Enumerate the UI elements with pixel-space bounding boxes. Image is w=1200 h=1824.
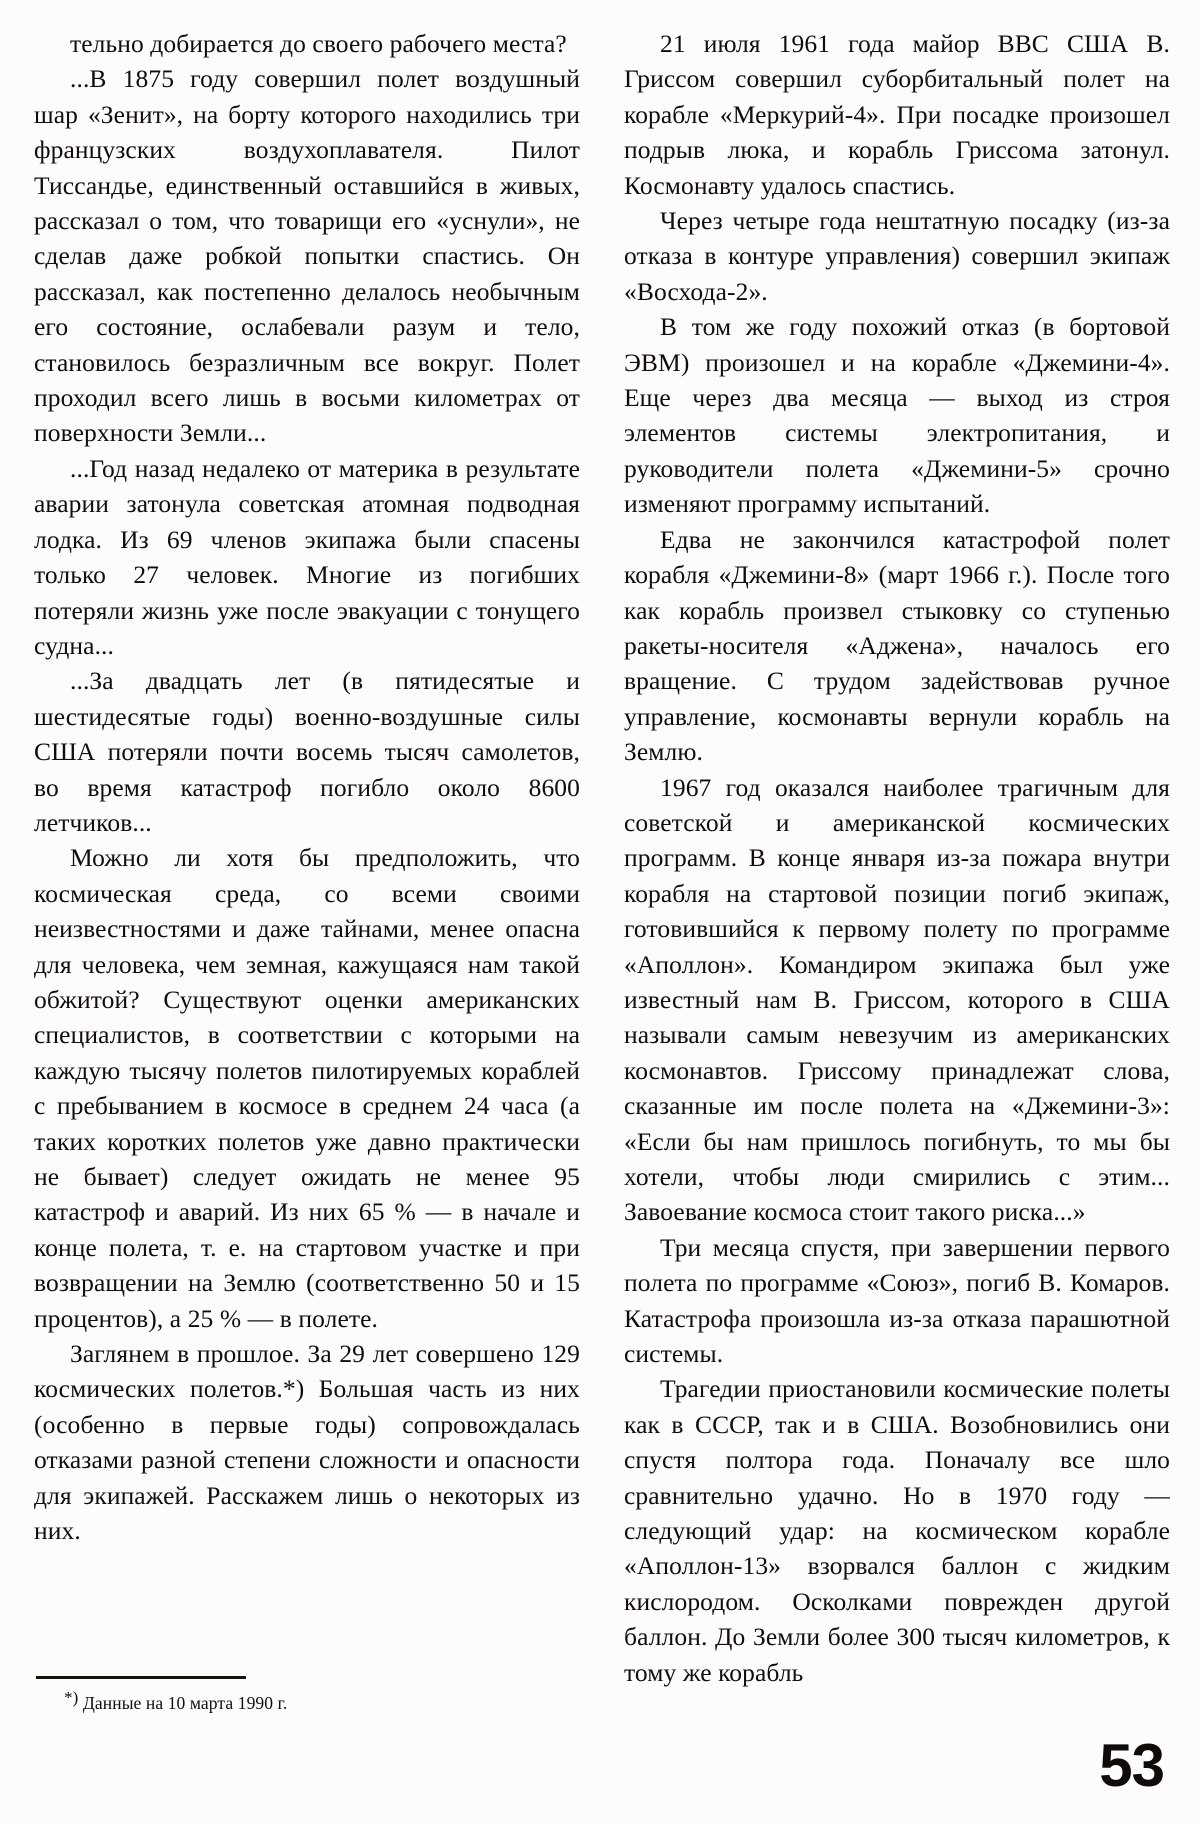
paragraph: Заглянем в прошлое. За 29 лет совершено 129 космических полетов.*) Большая часть из них (особенно в первые годы) сопровождалась отказами разной степени сложности и опасности для экипажей. Расскажем лишь о некоторых из них.	[34, 1339, 580, 1546]
right-column	[624, 26, 1170, 1716]
page-number: 53	[1099, 1732, 1164, 1799]
footnote-text: Данные на 10 марта 1990 г.	[82, 1693, 288, 1713]
paragraph: ...Год назад недалеко от материка в результате аварии затонула советская атомная подводная лодка. Из 69 членов экипажа были спасены только 27 человек. Многие из погибших потеряли жизнь уже после эвакуации с тонущего судна...	[34, 453, 580, 660]
footnote-marker: *)	[64, 1688, 79, 1707]
paragraph: Едва не закончился катастрофой полет корабля «Джемини-8» (март 1966 г.). После того как корабль произвел стыковку со ступенью ракеты-носителя «Аджена», началось его вращение. С трудом задействовав ручное управление, космонавты вернули корабль на Землю.	[624, 524, 1170, 767]
paragraph: Три месяца спустя, при завершении первого полета по программе «Союз», погиб В. Комаров. Катастрофа произошла из-за отказа парашютной системы.	[624, 1232, 1170, 1369]
two-column-body	[34, 26, 1170, 1716]
paragraph: ...В 1875 году совершил полет воздушный шар «Зенит», на борту которого находились три французских воздухоплавателя. Пилот Тиссандье, единственный оставшийся в живых, рассказал о том, что товарищи его «уснули», не сделав даже робкой попытки спастись. Он рассказал, как постепенно делалось необычным его состояние, ослабевали разум и тело, становилось безразличным все вокруг. Полет проходил всего лишь в восьми километрах от поверхности Земли...	[34, 64, 580, 448]
footnote	[64, 1688, 580, 1716]
footnote-divider	[36, 1676, 246, 1679]
paragraph: Трагедии приостановили космические полеты как в СССР, так и в США. Возобновились они спустя полтора года. Поначалу все шло сравнительно удачно. Но в 1970 году — следующий удар: на космическом корабле «Аполлон-13» взорвался баллон с жидким кислородом. Осколками поврежден другой баллон. До Земли более 300 тысяч километров, к тому же корабль	[624, 1374, 1170, 1687]
left-column	[34, 26, 580, 1716]
paragraph: Можно ли хотя бы предположить, что космическая среда, со всеми своими неизвестностями и даже тайнами, менее опасна для человека, чем земная, кажущаяся нам такой обжитой? Существуют оценки американских специалистов, в соответствии с которыми на каждую тысячу полетов пилотируемых кораблей с пребыванием в космосе в среднем 24 часа (а таких коротких полетов уже давно практически не бывает) следует ожидать не менее 95 катастроф и аварий. Из них 65 % — в начале и конце полета, т. е. на стартовом участке и при возвращении на Землю (соответственно 50 и 15 процентов), а 25 % — в полете.	[34, 843, 580, 1333]
paragraph: тельно добирается до своего рабочего места?	[70, 29, 567, 58]
paragraph: Через четыре года нештатную посадку (из-за отказа в контуре управления) совершил экипаж «Восхода-2».	[624, 206, 1170, 306]
footnote-block	[34, 1666, 580, 1716]
paragraph: 21 июля 1961 года майор ВВС США В. Гриссом совершил суборбитальный полет на корабле «Меркурий-4». При посадке произошел подрыв люка, и корабль Гриссома затонул. Космонавту удалось спастись.	[624, 29, 1170, 200]
paragraph: ...За двадцать лет (в пятидесятые и шестидесятые годы) военно-воздушные силы США потеряли почти восемь тысяч самолетов, во время катастроф погибло около 8600 летчиков...	[34, 666, 580, 837]
paragraph: 1967 год оказался наиболее трагичным для советской и американской космических программ. В конце января из-за пожара внутри корабля на стартовой позиции погиб экипаж, готовившийся к первому полету по программе «Аполлон». Командиром экипажа был уже известный нам В. Гриссом, которого в США называли самым невезучим из американских космонавтов. Гриссому принадлежат слова, сказанные им после полета на «Джемини-3»: «Если бы нам пришлось погибнуть, то мы бы хотели, чтобы люди смирились с этим... Завоевание космоса стоит такого риска...»	[624, 772, 1170, 1227]
paragraph: В том же году похожий отказ (в бортовой ЭВМ) произошел и на корабле «Джемини-4». Еще через два месяца — выход из строя элементов системы электропитания, и руководители полета «Джемини-5» срочно изменяют программу испытаний.	[624, 312, 1170, 519]
